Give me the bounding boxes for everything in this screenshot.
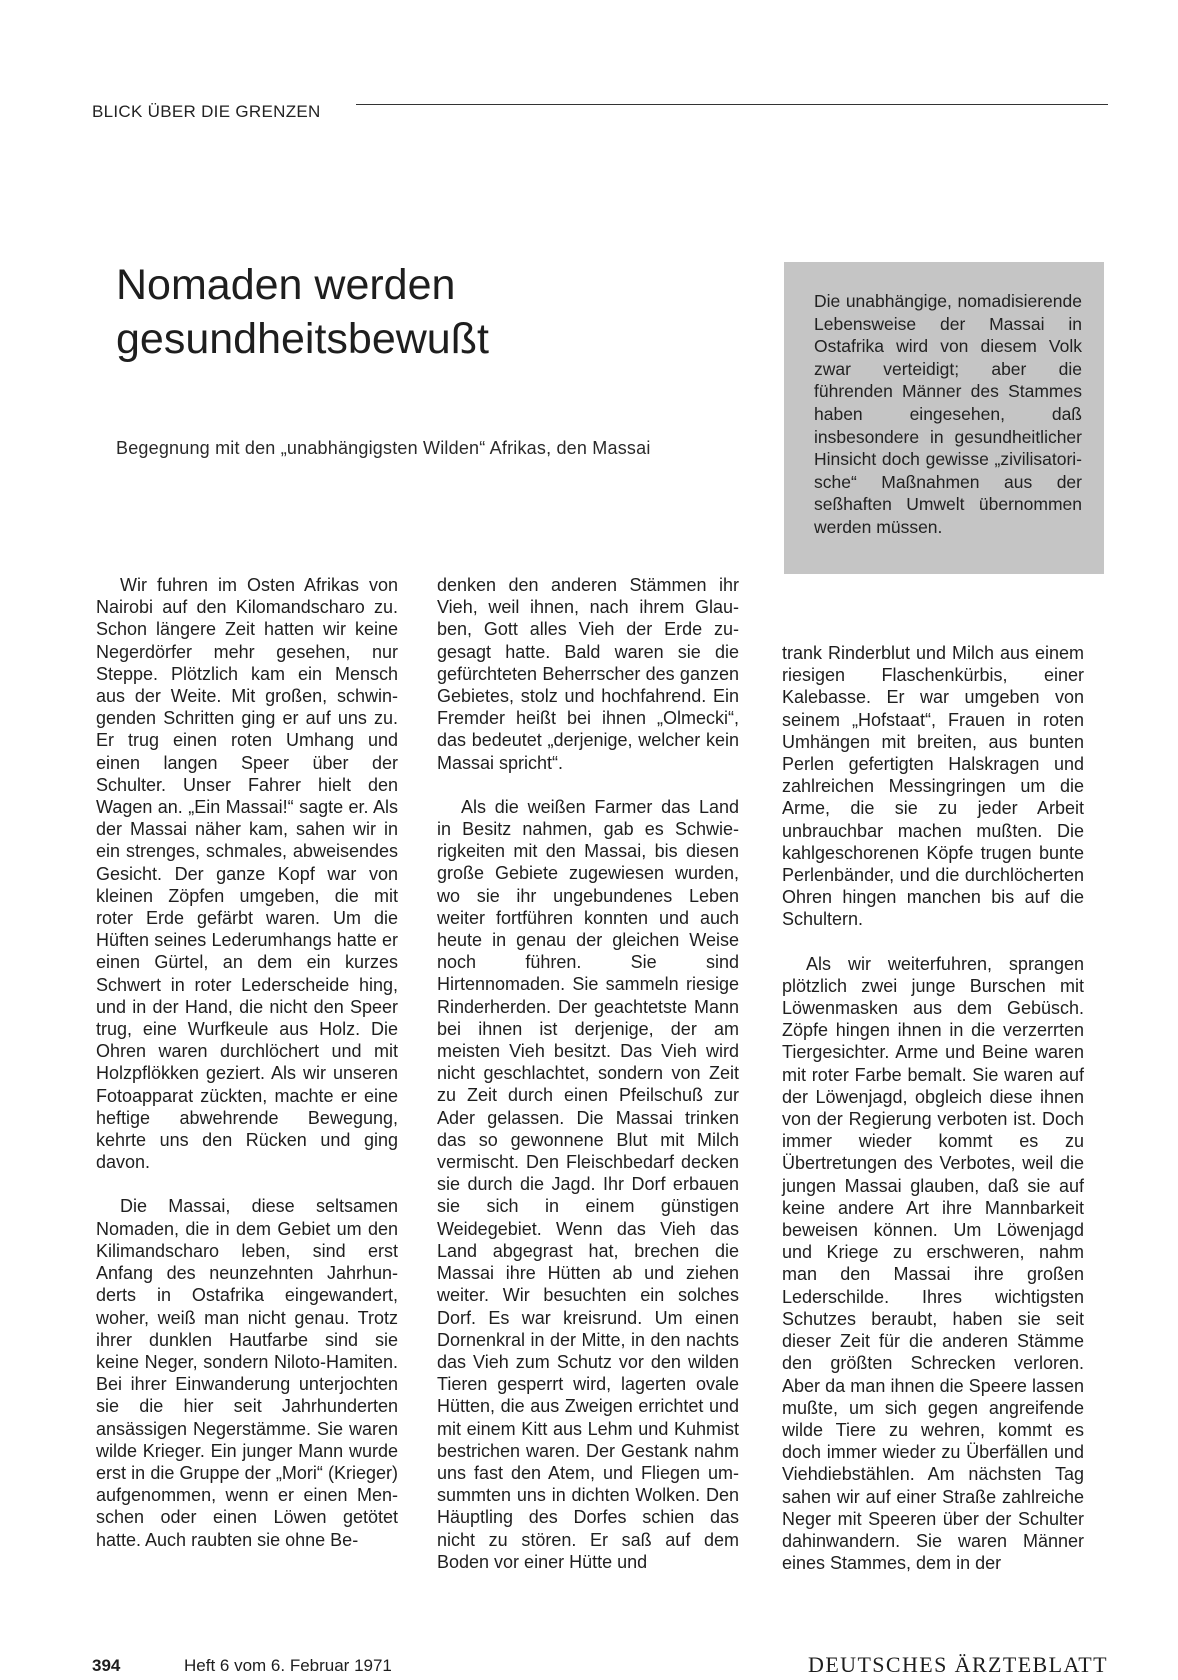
text-column-2	[437, 574, 739, 1573]
paragraph: Als wir weiterfuhren, sprangen plötzlich zwei junge Burschen mit Löwenmasken aus dem Gebüsch. Zöpfe hingen ihnen in die verzerrten Tiergesichter. Arme und Beine waren mit roter Farbe bemalt. Sie waren auf der Löwenjagd, obgleich diese ihnen von der Regierung verboten ist. Doch immer wieder kommt es zu Übertretungen des Verbotes, weil die jungen Massai glauben, daß sie auf keine andere Art ihre Mannbarkeit beweisen können. Um Löwenjagd und Kriege zu erschweren, nahm man den Massai ihre großen Lederschilde. Ihres wichtigsten Schutzes beraubt, haben sie seit dieser Zeit für die anderen Stämme den größten Schrecken verloren. Aber da man ihnen die Speere lassen mußte, um sich gegen angreifende wilde Tiere zu wehren, kommt es doch immer wieder zu Überfällen und Viehdiebstählen. Am nächsten Tag sahen wir auf einer Straße zahlreiche Neger mit Speeren über der Schulter dahinwandern. Sie waren Männer eines Stammes, dem in der	[782, 953, 1084, 1574]
title-line-2: gesundheitsbewußt	[116, 315, 489, 363]
paragraph-continued: trank Rinderblut und Milch aus einem riesigen Flaschenkürbis, einer Kalebasse. Er war umgeben von seinem „Hofstaat“, Frauen in roten Umhängen mit breiten, aus bunten Perlen gefertigten Halskragen und zahlreichen Messingringen um die Arme, die sie zu jeder Arbeit unbrauchbar machen mußten. Die kahlgeschorenen Köpfe trugen bunte Perlenbänder, und die durchlöcherten Ohren hingen manchen bis auf die Schultern.	[782, 643, 1084, 930]
issue-info: Heft 6 vom 6. Februar 1971	[184, 1656, 392, 1675]
publication-name: DEUTSCHES ÄRZTEBLATT	[808, 1652, 1108, 1677]
paragraph: Wir fuhren im Osten Afrikas von Nairobi auf den Kilomandscharo zu. Schon längere Zeit hatten wir keine Negerdörfer mehr gesehen, nur Steppe. Plötzlich kam ein Mensch aus der Weite. Mit großen, schwingenden Schritten ging er auf uns zu. Er trug einen roten Umhang und einen langen Speer über der Schulter. Unser Fahrer hielt den Wagen an. „Ein Massai!“ sagte er. Als der Massai näher kam, sahen wir in ein strenges, schmales, abweisendes Gesicht. Der ganze Kopf war von kleinen Zöpfen umgeben, die mit roter Erde gefärbt waren. Um die Hüften seines Lederumhangs hatte er einen Gürtel, an dem ein kurzes Schwert in roter Lederscheide hing, und in der Hand, die nicht den Speer trug, eine Wurfkeule aus Holz. Die Ohren waren durchlöchert und mit Holzpflökken geziert. Als wir unseren Fotoapparat zückten, machte er eine heftige abwehrende Bewegung, kehrte uns den Rücken und ging davon.	[96, 575, 398, 1173]
article-title	[116, 258, 736, 366]
header-rule	[356, 104, 1108, 105]
article-subtitle: Begegnung mit den „unabhängigsten Wilden“ Afrikas, den Massai	[116, 438, 651, 458]
teaser-text: Die unabhängige, nomadisierende Lebensweise der Massai in Ostafrika wird von diesem Volk zwar verteidigt; aber die führenden Männer des Stammes haben eingesehen, daß insbesondere in gesundheitlicher Hinsicht doch gewisse „zivilisatorische“ Maßnahmen aus der seßhaften Umwelt übernommen werden müssen.	[814, 291, 1082, 537]
text-column-1	[96, 574, 398, 1551]
paragraph: Als die weißen Farmer das Land in Besitz nahmen, gab es Schwierigkeiten mit den Massai, bis diesen große Gebiete zugewiesen wurden, wo sie ihr ungebundenes Leben weiter fortführen konnten und auch heute in genau der gleichen Weise noch führen. Sie sind Hirtennomaden. Sie sammeln riesige Rinderherden. Der geachtetste Mann bei ihnen ist derjenige, der am meisten Vieh besitzt. Das Vieh wird nicht geschlachtet, sondern von Zeit zu Zeit durch einen Pfeilschuß zur Ader gelassen. Die Massai trinken das so gewonnene Blut mit Milch vermischt. Den Fleischbedarf decken sie durch die Jagd. Ihr Dorf erbauen sie sich in einem günstigen Weidegebiet. Wenn das Vieh das Land abgegrast hat, brechen die Massai ihre Hütten ab und ziehen weiter. Wir besuchten ein solches Dorf. Es war kreisrund. Um einen Dornenkral in der Mitte, in den nachts das Vieh zum Schutz vor den wilden Tieren gesperrt wird, lagerten ovale Hütten, die aus Zweigen errichtet und mit einem Kitt aus Lehm und Kuhmist bestrichen waren. Der Gestank nahm uns fast den Atem, und Fliegen umsummten uns in dichten Wolken. Den Häuptling des Dorfes schien das nicht zu stören. Er saß auf dem Boden vor einer Hütte und	[437, 796, 739, 1572]
paragraph-continued: denken den anderen Stämmen ihr Vieh, weil ihnen, nach ihrem Glauben, Gott alles Vieh der Erde zugesagt hatte. Bald waren sie die gefürchteten Beherrscher des ganzen Gebietes, stolz und hochfahrend. Ein Fremder heißt bei ihnen „Olmecki“, das bedeutet „derjenige, welcher kein Massai spricht“.	[437, 575, 739, 773]
teaser-box	[784, 262, 1104, 574]
text-column-3	[782, 642, 1084, 1574]
section-label: BLICK ÜBER DIE GRENZEN	[92, 102, 321, 121]
paragraph: Die Massai, diese seltsamen Nomaden, die in dem Gebiet um den Kilimandscharo leben, sind erst Anfang des neunzehnten Jahrhunderts in Ostafrika eingewandert, woher, weiß man nicht genau. Trotz ihrer dunklen Hautfarbe sind sie keine Neger, sondern Niloto-Hamiten. Bei ihrer Einwanderung unterjochten sie die hier seit Jahrhunderten ansässigen Negerstämme. Sie waren wilde Krieger. Ein junger Mann wurde erst in die Gruppe der „Mori“ (Krieger) aufgenommen, wenn er einen Menschen oder einen Löwen getötet hatte. Auch raubten sie ohne Be-	[96, 1196, 398, 1550]
title-line-1: Nomaden werden	[116, 261, 456, 309]
page-number: 394	[92, 1656, 121, 1675]
